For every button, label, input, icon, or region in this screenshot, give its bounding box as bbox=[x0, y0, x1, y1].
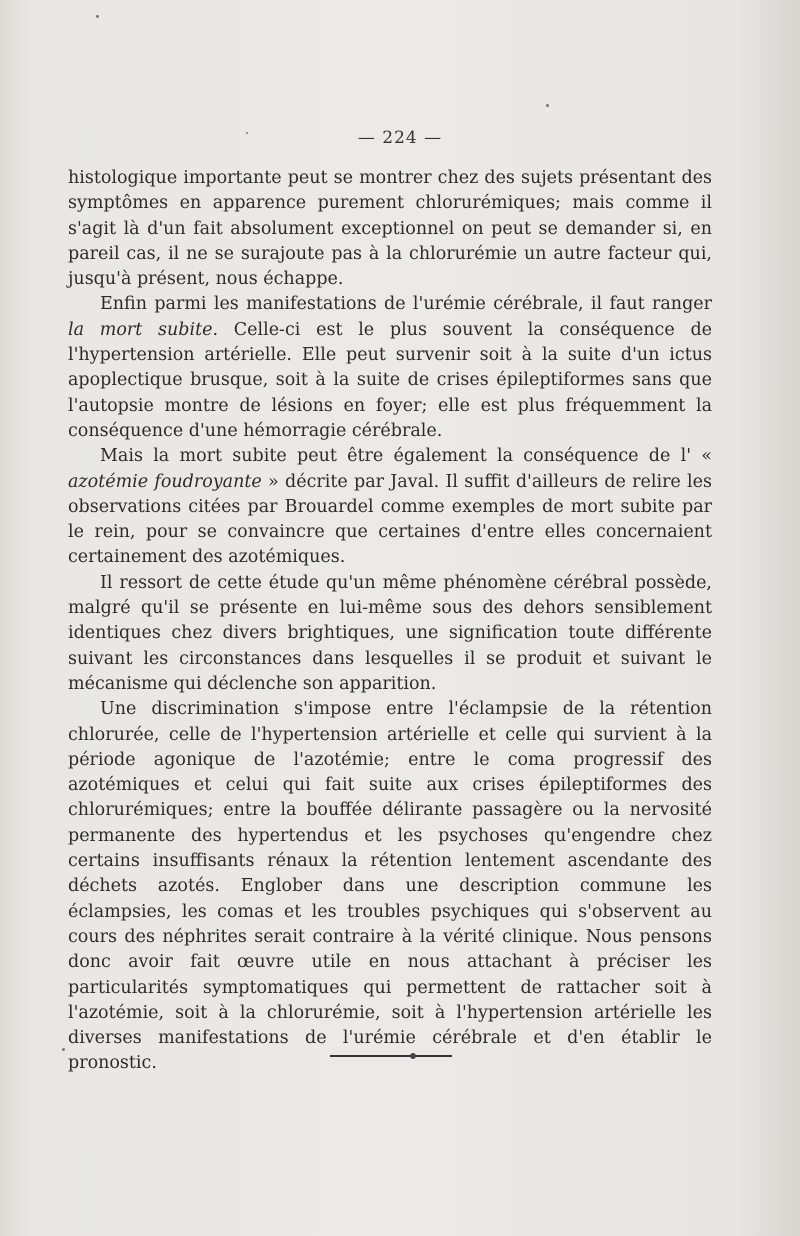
paragraph-conclusion-2: Une discrimination s'impose entre l'éclampsie de la rétention chlorurée, celle de l'hypertension artérielle et celle qui survient à la période agonique de l'azotémie; entre le coma progressif des azotémiques et celui qui fait suite aux crises épileptiformes des chlorurémiques; entre la bouffée délirante passagère ou la nervosité permanente des hypertendus et les psychoses qu'engendre chez certains insuffisants rénaux la rétention lentement ascendante des déchets azotés. Englober dans une description commune les éclampsies, les comas et les troubles psychiques qui s'observent au cours des néphrites serait contraire à la vérité clinique. Nous pensons donc avoir fait œuvre utile en nous attachant à préciser les particularités symptomatiques qui permettent de rattacher soit à l'azotémie, soit à la chlorurémie, soit à l'hypertension artérielle les diverses manifestations de l'urémie cérébrale et d'en établir le pronostic. bbox=[68, 699, 712, 1074]
paragraph-conclusion-1: Il ressort de cette étude qu'un même phénomène cérébral possède, malgré qu'il se présente en lui-même sous des dehors sensiblement identiques chez divers brightiques, une signification toute différente suivant les circonstances dans lesquelles il se produit et suivant le mécanisme qui déclenche son apparition. bbox=[68, 572, 712, 694]
paragraph-mort-subite bbox=[68, 292, 712, 444]
paper-speck bbox=[62, 1048, 65, 1051]
paragraph-text: Mais la mort subite peut être également la conséquence de l' « bbox=[100, 446, 712, 467]
paper-speck bbox=[96, 15, 99, 18]
italic-term: azotémie foudroyante bbox=[68, 471, 262, 492]
body-text bbox=[68, 166, 712, 1077]
end-rule-ornament bbox=[410, 1053, 416, 1059]
paragraph-continued: histologique importante peut se montrer chez des sujets présentant des symptômes en apparence purement chlorurémiques; mais comme il s'agit là d'un fait absolument exceptionnel on peut se demander si, en pareil cas, il ne se surajoute pas à la chlorurémie un autre facteur qui, jusqu'à présent, nous échappe. bbox=[68, 168, 712, 290]
paragraph-text: . Celle-ci est le plus souvent la conséquence de l'hypertension artérielle. Elle peut survenir soit à la suite d'un ictus apoplectique brusque, soit à la suite de crises épileptiformes sans que l'autopsie montre de lésions en foyer; elle est plus fréquemment la conséquence d'une hémorragie cérébrale. bbox=[68, 319, 713, 441]
italic-term: la mort subite bbox=[68, 319, 213, 340]
paragraph-text: Enfin parmi les manifestations de l'urémie cérébrale, il faut ranger bbox=[100, 294, 712, 315]
paper-speck bbox=[546, 104, 549, 107]
paper-speck bbox=[246, 132, 248, 134]
paragraph-azotemie bbox=[68, 444, 712, 570]
paragraph-text: » décrite par Javal. Il suffit d'ailleurs de relire les observations citées par Brouardel comme exemples de mort subite par le rein, pour se convaincre que certaines d'entre elles concernaient certainement des azotémiques. bbox=[68, 471, 712, 568]
page-number: — 224 — bbox=[357, 128, 443, 148]
end-rule bbox=[330, 1055, 452, 1057]
